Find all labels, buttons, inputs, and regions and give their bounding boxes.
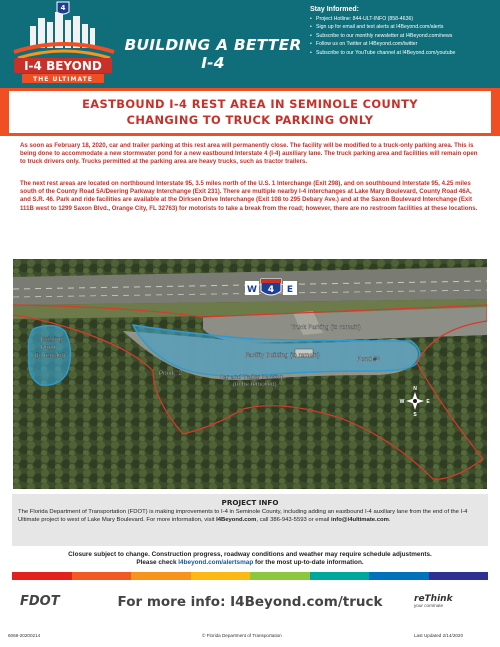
intro-paragraph: As soon as February 18, 2020, car and trailer parking at this rest area will permanently close. The facility will be modified to a truck-only parking area. This is being done to accommodate a new stormwater pond for a new eastbound Interstate 4 (I-4) auxiliary lane. The truck parking area and facilities will remain open to truck drivers only. Trucks permitted at the parking area are heavy trucks, such as tractor trailers.	[20, 142, 478, 166]
rethink-title: reThink	[414, 594, 453, 604]
svg-text:4: 4	[267, 285, 275, 295]
header	[0, 0, 500, 88]
logo-subtitle: THE ULTIMATE	[33, 76, 93, 83]
label-facility: Facility Building (to remain)	[245, 352, 320, 359]
svg-text:N: N	[413, 386, 417, 392]
stay-item-hotline[interactable]: • Project Hotline: 844-ULT-INFO (858-4636)	[310, 15, 498, 23]
logo-title: I-4 BEYOND	[24, 59, 102, 73]
stay-item-twitter[interactable]: • Follow us on Twitter at I4Beyond.com/twitter	[310, 40, 498, 48]
label-truck-parking: Truck Parking (to remain)	[291, 324, 361, 331]
fdot-logo[interactable]: FDOT	[20, 594, 60, 609]
stay-item-newsletter[interactable]: • Subscribe to our monthly newsletter at I4Beyond.com/news	[310, 32, 498, 40]
rethink-logo[interactable]	[414, 594, 453, 608]
logo-graphic	[4, 0, 122, 86]
svg-text:E: E	[426, 399, 430, 405]
svg-text:W: W	[399, 399, 405, 405]
label-car-trailer-1: Car and Trailer Parking	[219, 374, 283, 381]
i4-shield-icon	[245, 279, 297, 295]
stay-item-alerts[interactable]: • Sign up for email and text alerts at I4Beyond.com/alerts	[310, 23, 498, 31]
alerts-map-link[interactable]: I4beyond.com/alertsmap	[178, 559, 254, 567]
last-updated: Last Updated 2/14/2020	[414, 633, 464, 638]
label-car-trailer-2: (to be removed)	[233, 381, 277, 388]
stripe-segment	[250, 572, 310, 580]
disclaimer	[20, 551, 480, 568]
stripe-segment	[191, 572, 251, 580]
disclaimer-line2: Please check I4beyond.com/alertsmap for the most up-to-date information.	[136, 559, 364, 567]
aerial-map	[13, 259, 487, 489]
doc-id: 6068-20200214	[8, 633, 41, 638]
label-pond-3: Pond #3	[357, 356, 381, 363]
project-info-heading: PROJECT INFO	[221, 498, 279, 507]
color-stripe	[12, 572, 488, 580]
stripe-segment	[429, 572, 489, 580]
project-site-link[interactable]: I4Beyond.com	[216, 516, 257, 523]
project-info	[12, 494, 488, 546]
label-existing-pond-3: (to remain)	[35, 352, 65, 359]
footer	[0, 588, 500, 628]
stripe-segment	[369, 572, 429, 580]
stripe-segment	[12, 572, 72, 580]
banner-title: BUILDING A BETTER I-4	[124, 36, 302, 72]
stripe-segment	[310, 572, 370, 580]
svg-text:W: W	[247, 285, 257, 295]
page-title-line1: EASTBOUND I-4 REST AREA IN SEMINOLE COUNTY	[82, 97, 418, 111]
project-email-link[interactable]: info@i4ultimate.com	[331, 516, 389, 523]
page-title-line2: CHANGING TO TRUCK PARKING ONLY	[126, 113, 374, 127]
rethink-subtitle: your commute	[414, 603, 444, 608]
stripe-segment	[72, 572, 132, 580]
svg-text:4: 4	[60, 4, 66, 12]
svg-text:E: E	[286, 285, 294, 295]
label-existing-pond-1: Existing	[41, 336, 63, 343]
rest-areas-paragraph: The next rest areas are located on northbound Interstate 95, 3.5 miles north of the U.S. 1 Interchange (Exit 298), and on southbound Interstate 95, 4.25 miles south of the County Road 5A/Deering Parkway Interchange (Exit 231). There are multiple nearby I-4 interchanges at Lake Mary Boulevard, County Road 46A, and S.R. 46. Park and ride facilities are available at the Dirksen Drive Interchange (Exit 108 to 295 Debary Ave.) and at the Saxon Boulevard Interchange (Exit 111B west to 1299 Saxon Blvd., Orange City, FL 32763) for motorists to take a break from the road; however, there are no restroom facilities at these locations.	[20, 180, 478, 212]
stripe-segment	[131, 572, 191, 580]
label-existing-pond-2: Pond	[41, 344, 56, 351]
i4-beyond-logo[interactable]	[4, 0, 122, 86]
bottom-bar	[0, 633, 500, 643]
stay-informed-title: Stay Informed:	[310, 6, 360, 13]
svg-text:S: S	[413, 412, 417, 418]
label-pond-2: Pond #2	[159, 370, 183, 377]
stay-informed	[310, 6, 498, 57]
copyright: © Florida Department of Transportation	[202, 633, 282, 638]
disclaimer-line1: Closure subject to change. Construction progress, roadway conditions and weather may require schedule adjustments.	[68, 551, 432, 558]
page-title	[9, 91, 491, 133]
stay-item-youtube[interactable]: • Subscribe to our YouTube channel at I4Beyond.com/youtube	[310, 49, 498, 57]
more-info-link[interactable]: For more info: I4Beyond.com/truck	[117, 594, 383, 610]
project-info-text: The Florida Department of Transportation (FDOT) is making improvements to I-4 in Seminole County, including adding an eastbound I-4 auxiliary lane from the end of the I-4 Ultimate project to west of Lake Mary Boulevard. For more information, visit I4Beyond.com, call 386-943-5593 or email info@i4ultimate.com.	[18, 509, 468, 523]
